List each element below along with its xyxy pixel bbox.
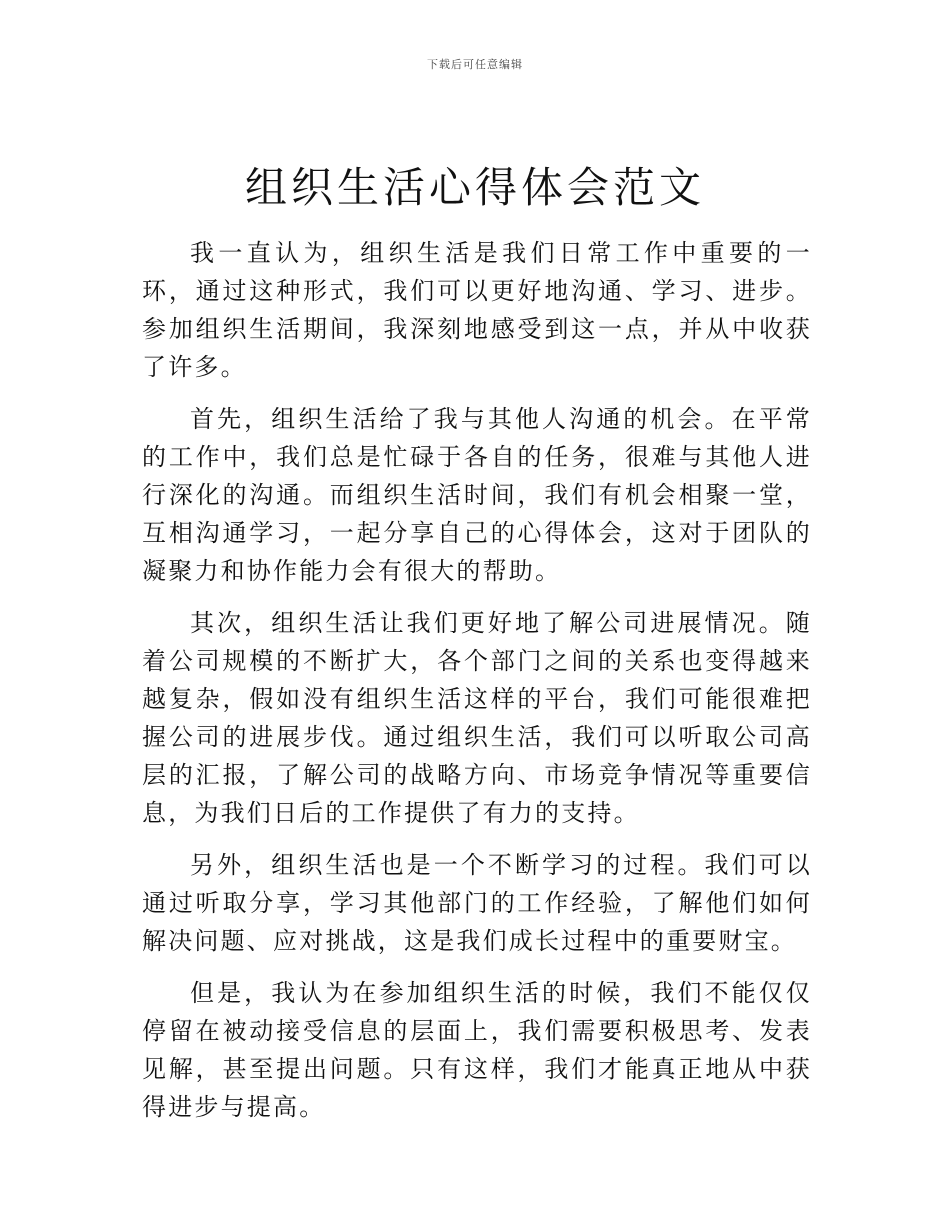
paragraph-5: 但是，我认为在参加组织生活的时候，我们不能仅仅停留在被动接受信息的层面上，我们需要积极思考、发表见解，甚至提出问题。只有这样，我们才能真正地从中获得进步与提高。	[142, 979, 812, 1121]
document-title: 组织生活心得体会范文	[244, 163, 705, 212]
paragraph-1: 我一直认为，组织生活是我们日常工作中重要的一环，通过这种形式，我们可以更好地沟通、学习、进步。参加组织生活期间，我深刻地感受到这一点，并从中收获了许多。	[142, 239, 812, 381]
header-note: 下载后可任意编辑	[427, 58, 523, 71]
paragraph-3: 其次，组织生活让我们更好地了解公司进展情况。随着公司规模的不断扩大，各个部门之间的关系也变得越来越复杂，假如没有组织生活这样的平台，我们可能很难把握公司的进展步伐。通过组织生活，我们可以听取公司高层的汇报，了解公司的战略方向、市场竞争情况等重要信息，为我们日后的工作提供了有力的支持。	[142, 609, 812, 827]
paragraph-4: 另外，组织生活也是一个不断学习的过程。我们可以通过听取分享，学习其他部门的工作经验，了解他们如何解决问题、应对挑战，这是我们成长过程中的重要财宝。	[142, 851, 812, 955]
paragraph-2: 首先，组织生活给了我与其他人沟通的机会。在平常的工作中，我们总是忙碌于各自的任务，很难与其他人进行深化的沟通。而组织生活时间，我们有机会相聚一堂，互相沟通学习，一起分享自己的心得体会，这对于团队的凝聚力和协作能力会有很大的帮助。	[142, 405, 812, 585]
document-body	[142, 234, 812, 1140]
